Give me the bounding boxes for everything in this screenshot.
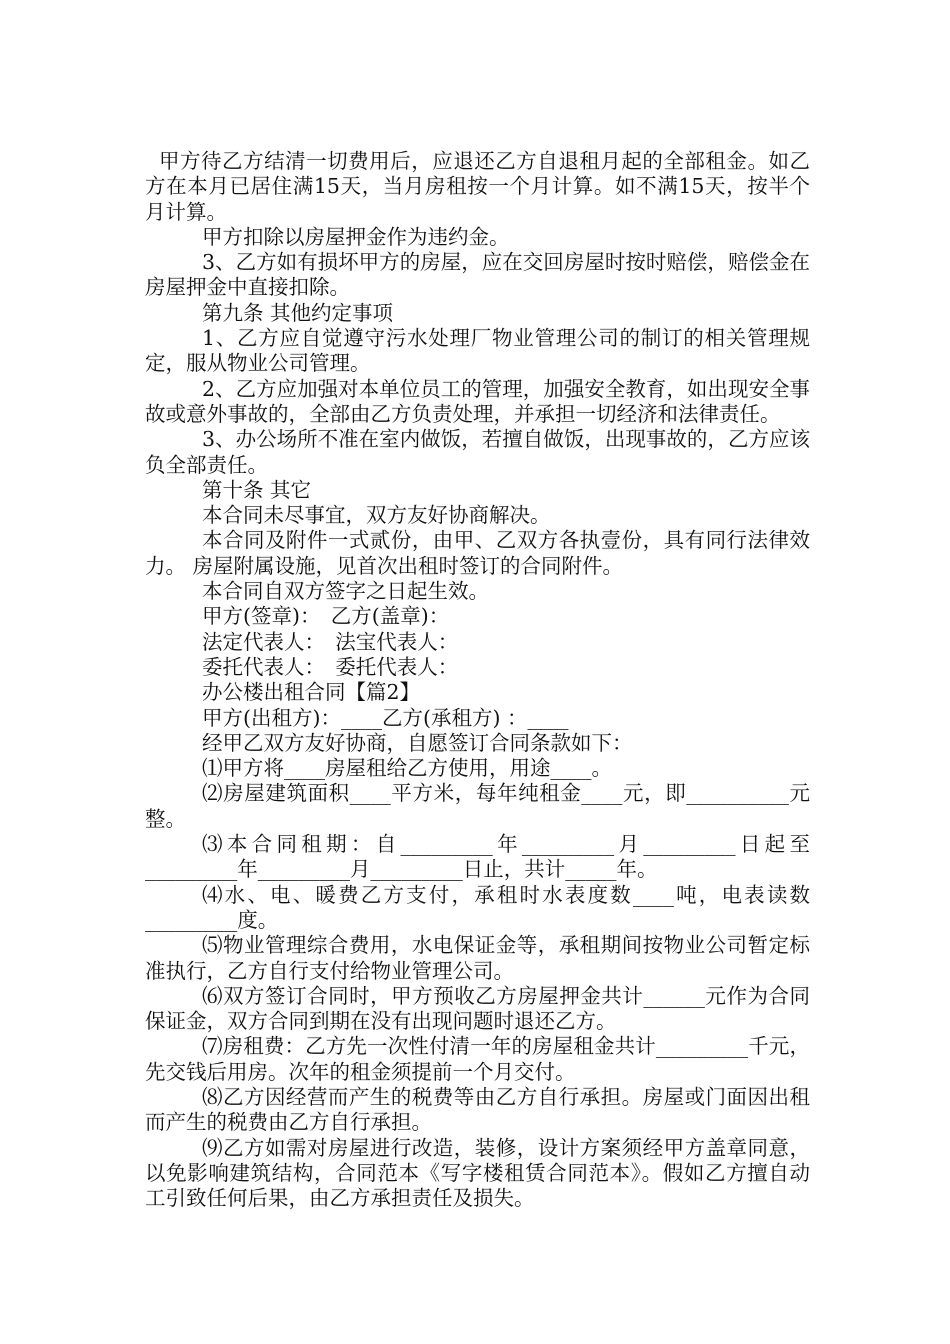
clause-8: ⑻乙方因经营而产生的税费等由乙方自行承担。房屋或门面因出租而产生的税费由乙方自行承担。 [145,1084,810,1135]
paragraph-damage-compensation: 3、乙方如有损坏甲方的房屋，应在交回房屋时按时赔偿，赔偿金在房屋押金中直接扣除。 [145,250,810,300]
clause-3: ⑶本合同租期：自_________年_________月_________日起至_________年_________月_________日止，共计_____年。 [145,832,810,882]
clause-1: ⑴甲方将____房屋租给乙方使用，用途____。 [202,756,612,781]
paragraph-negotiation: 本合同未尽事宜，双方友好协商解决。 [202,503,551,528]
article-10-heading: 第十条 其它 [202,477,312,502]
article-9-heading: 第九条 其他约定事项 [202,300,394,325]
paragraph-property-rules: 1、乙方应自觉遵守污水处理厂物业管理公司的制订的相关管理规定，服从物业公司管理。 [145,326,810,376]
clause-4: ⑷水、电、暖费乙方支付，承租时水表度数____吨，电表读数_________度。 [145,882,810,932]
paragraph-deposit-penalty: 甲方扣除以房屋押金作为违约金。 [202,224,510,249]
clause-7: ⑺房租费：乙方先一次性付清一年的房屋租金共计_________千元，先交钱后用房。次年的租金须提前一个月交付。 [145,1034,810,1084]
clause-9: ⑼乙方如需对房屋进行改造，装修，设计方案须经甲方盖章同意，以免影响建筑结构，合同范本《写字楼租赁合同范本》。假如乙方擅自动工引致任何后果，由乙方承担责任及损失。 [145,1135,810,1211]
parties-line: 甲方(出租方)：____乙方(承租方) ：____ [202,705,569,730]
clause-6: ⑹双方签订合同时，甲方预收乙方房屋押金共计______元作为合同保证金，双方合同到期在没有出现问题时退还乙方。 [145,983,810,1034]
signature-line-seal: 甲方(签章)： 乙方(盖章)： [202,604,450,629]
clause-5: ⑸物业管理综合费用，水电保证金等，承租期间按物业公司暂定标准执行，乙方自行支付给物业管理公司。 [145,933,810,983]
paragraph-intro: 经甲乙双方友好协商，自愿签订合同条款如下： [202,730,633,755]
section-title-part-2: 办公楼出租合同【篇2】 [202,680,421,705]
clause-2: ⑵房屋建筑面积____平方米，每年纯租金____元，即__________元整。 [145,781,810,831]
paragraph-safety-management: 2、乙方应加强对本单位员工的管理，加强安全教育，如出现安全事故或意外事故的，全部由乙方负责处理，并承担一切经济和法律责任。 [145,376,810,426]
paragraph-copies: 本合同及附件一式贰份，由甲、乙双方各执壹份，具有同行法律效力。 房屋附属设施，见首次出租时签订的合同附件。 [145,528,810,578]
signature-line-agent: 委托代表人： 委托代表人： [202,654,459,679]
paragraph-refund-rent: 甲方待乙方结清一切费用后，应退还乙方自退租月起的全部租金。如乙方在本月已居住满15天，当月房租按一个月计算。如不满15天，按半个月计算。 [145,149,810,224]
paragraph-effective: 本合同自双方签字之日起生效。 [202,579,489,604]
paragraph-no-cooking: 3、办公场所不准在室内做饭，若擅自做饭，出现事故的，乙方应该负全部责任。 [145,427,810,477]
signature-line-legal-rep: 法定代表人： 法宝代表人： [202,629,459,654]
document-body [145,149,810,1211]
